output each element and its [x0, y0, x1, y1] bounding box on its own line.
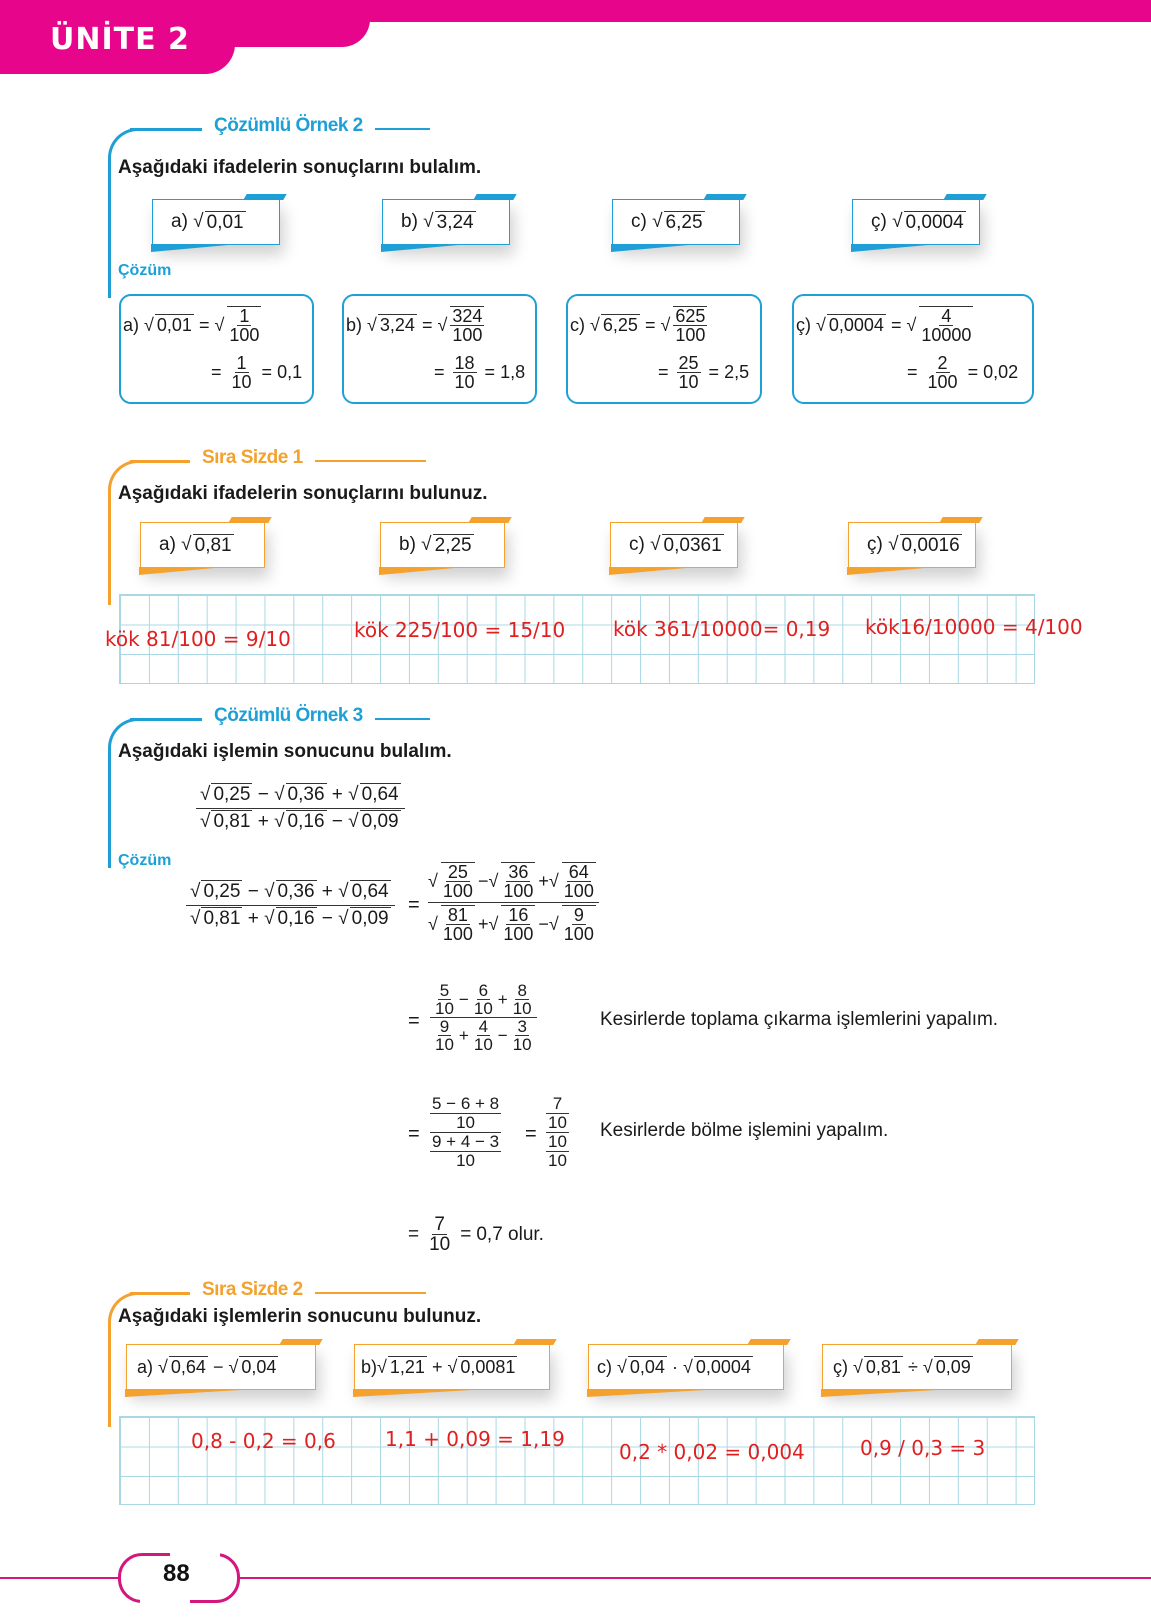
example3-expression	[196, 784, 405, 833]
practice2-title: Sıra Sizde 2	[190, 1279, 315, 1301]
practice1-question-a: a) √ 0,81	[140, 522, 265, 568]
practice1-question-c: c) √ 0,0361	[610, 522, 738, 568]
example2-instruction: Aşağıdaki ifadelerin sonuçlarını bulalım.	[118, 157, 482, 178]
example2-solution-c: c) √ 6,25 = √ $\frac{625}{100}$ = $\frac{25}{10}$ = 2,5	[566, 294, 762, 404]
practice1-question-cc: ç) √ 0,0016	[848, 522, 976, 568]
practice2-answer-c: 0,2 * 0,02 = 0,004	[619, 1440, 805, 1464]
example3-title: Çözümlü Örnek 3	[202, 705, 375, 727]
example2-question-a: a) √ 0,01	[152, 199, 280, 245]
practice2-answer-b: 1,1 + 0,09 = 1,19	[385, 1427, 565, 1451]
example3-step3-explanation: Kesirlerde bölme işlemini yapalım.	[600, 1120, 889, 1141]
practice1-title: Sıra Sizde 1	[190, 447, 315, 469]
example3-step4: = $\frac{7}{10}$ = 0,7 olur.	[408, 1214, 544, 1255]
example2-solution-label: Çözüm	[118, 262, 172, 279]
expression-numerator: √ 0,25 − √ 0,36 + √ 0,64	[196, 784, 405, 809]
example2-question-cc: ç) √ 0,0004	[852, 199, 980, 245]
example3-step3-left: 5 − 6 + 8 10 9 + 4 − 3 10	[432, 1094, 500, 1170]
practice1-answer-b: kök 225/100 = 15/10	[354, 618, 566, 642]
practice2-question-b: b) √ 1,21 + √ 0,0081	[354, 1344, 550, 1390]
practice2-question-a: a) √ 0,64 − √ 0,04	[126, 1344, 316, 1390]
example3-step2: $\frac{5}{10}$ − $\frac{6}{10}$ + $\frac{8}{10}$ $\frac{9}{10}$ + $\frac{4}{10}$ − $\frac{3}{10}$	[430, 982, 537, 1053]
example3-instruction: Aşağıdaki işlemin sonucunu bulalım.	[118, 741, 452, 762]
practice2-answer-a: 0,8 - 0,2 = 0,6	[191, 1429, 336, 1453]
practice2-answer-cc: 0,9 / 0,3 = 3	[860, 1436, 986, 1460]
expression-denominator: √ 0,81 + √ 0,16 − √ 0,09	[200, 811, 399, 832]
example2-question-b: b) √ 3,24	[382, 199, 510, 245]
example2-question-c: c) √ 6,25	[612, 199, 740, 245]
example3-step2-explanation: Kesirlerde toplama çıkarma işlemlerini yapalım.	[600, 1009, 999, 1030]
practice1-question-b: b) √ 2,25	[380, 522, 505, 568]
practice2-question-c: c) √ 0,04 · √ 0,0004	[588, 1344, 784, 1390]
unit-title: ÜNİTE 2	[50, 22, 190, 57]
example2-title: Çözümlü Örnek 2	[202, 115, 375, 137]
example3-step0: √ 0,25 − √ 0,36 + √ 0,64 √ 0,81 + √ 0,16 − √ 0,09	[186, 881, 395, 930]
practice2-question-cc: ç) √ 0,81 ÷ √ 0,09	[822, 1344, 1012, 1390]
practice1-answer-c: kök 361/10000= 0,19	[613, 617, 831, 641]
example3-solution-label: Çözüm	[118, 852, 172, 869]
practice1-answer-cc: kök16/10000 = 4/100	[865, 615, 1083, 639]
practice2-instruction: Aşağıdaki işlemlerin sonucunu bulunuz.	[118, 1306, 482, 1327]
practice1-instruction: Aşağıdaki ifadelerin sonuçlarını bulunuz.	[118, 483, 488, 504]
example3-step3-right: 7 10 10 10	[548, 1094, 567, 1170]
example2-solution-cc: ç) √ 0,0004 = √ $\frac{4}{10000}$ = $\frac{2}{100}$ = 0,02	[792, 294, 1034, 404]
practice1-answer-a: kök 81/100 = 9/10	[105, 627, 291, 651]
page-number: 88	[163, 1560, 190, 1587]
example2-solution-a: a) √ 0,01 = √ $\frac{1}{100}$ = $\frac{1}{10}$ = 0,1	[119, 294, 314, 404]
example3-step1: √ $\frac{25}{100}$ − √ $\frac{36}{100}$ + √ $\frac{64}{100}$ √ $\frac{81}{100}$ + √ $\frac{16}{100}$ − √ $\frac{9}{100}$	[428, 862, 599, 943]
example2-solution-b: b) √ 3,24 = √ $\frac{324}{100}$ = $\frac{18}{10}$ = 1,8	[342, 294, 537, 404]
